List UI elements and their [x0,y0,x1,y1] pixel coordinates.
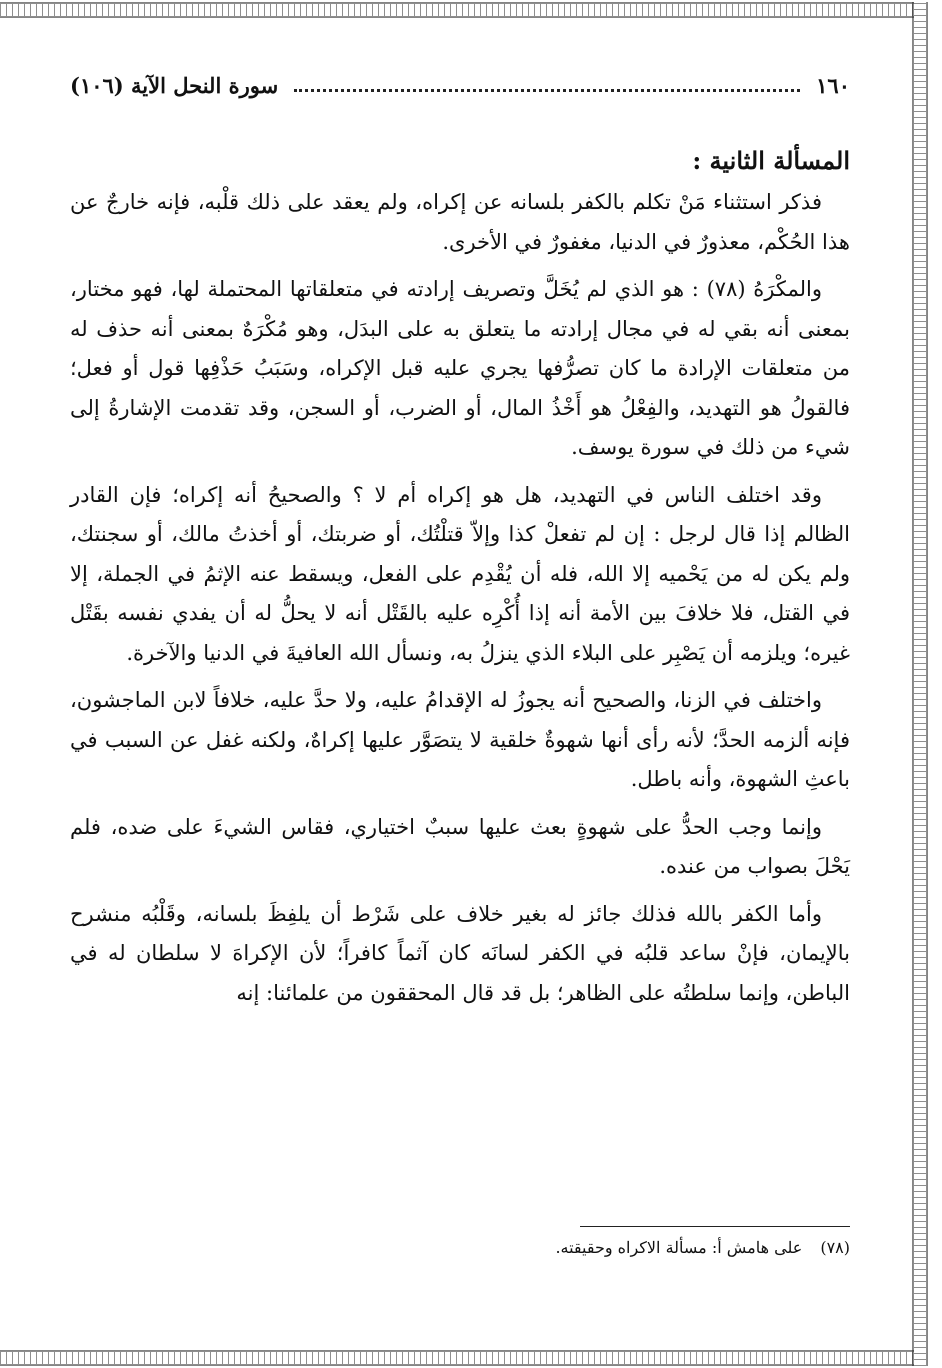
page-number: ١٦٠ [816,72,850,98]
footnote [70,1238,850,1257]
header-title: سورة النحل الآية (١٠٦) [70,72,279,98]
footnote-text: على هامش أ: مسألة الاكراه وحقيقته. [555,1238,803,1257]
section-title: المسألة الثانية : [692,146,850,175]
decorative-border-bottom [0,1350,914,1366]
decorative-border-top [0,2,914,18]
decorative-border-right [912,2,928,1366]
paragraph: وإنما وجب الحدُّ على شهوةٍ بعث عليها سببٌ اختياري، فقاس الشيءَ على ضده، فلم يَحْلَ بصواب من عنده. [70,814,850,878]
footnote-number: (٧٨) [820,1238,850,1257]
paragraph: واختلف في الزنا، والصحيح أنه يجوزُ له الإقدامُ عليه، ولا حدَّ عليه، خلافاً لابن الماجشون، فإنه ألزمه الحدَّ؛ لأنه رأى أنها شهوةٌ خلقية لا يتصَوَّر عليها إكراهٌ، ولكنه غفل عن السبب في باعثِ الشهوة، وأنه باطل. [70,688,850,791]
header-dot-leader [294,79,800,92]
running-header [70,60,850,110]
paragraph: وأما الكفر بالله فذلك جائز له بغير خلاف على شَرْط أن يلفِظَ بلسانه، وقَلْبُه منشرح بالإيمان، فإنْ ساعد قلبُه في الكفر لسانَه كان آثماً كافراً؛ لأن الإكراهَ لا سلطان له في الباطن، وإنما سلطتُه على الظاهر؛ بل قد قال المحققون من علمائنا: إنه [70,901,850,1005]
document-page [70,60,850,1320]
paragraph: فذكر استثناء مَنْ تكلم بالكفر بلسانه عن إكراه، ولم يعقد على ذلك قلْبه، فإنه خارجٌ عن هذا الحُكْم، معذورٌ في الدنيا، مغفورٌ في الأخرى. [70,190,850,254]
paragraph: وقد اختلف الناس في التهديد، هل هو إكراه أم لا ؟ والصحيحُ أنه إكراه؛ فإن القادر الظالم إذا قال لرجل : إن لم تفعلْ كذا وإلاّ قتلْتُك، أو ضربتك، أو أخذتُ مالك، أو سجنتك، ولم يكن له من يَحْميه إلا الله، فله أن يُقْدِم على الفعل، ويسقط عنه الإثمُ في الجملة، إلا في القتل، فلا خلافَ بين الأمة أنه إذا أُكْرِه عليه بالقَتْل أنه لا يحلُّ له أن يفدي نفسه بقَتْل غيره؛ ويلزمه أن يَصْبِر على البلاء الذي ينزلُ به، ونسأل الله العافيةَ في الدنيا والآخرة. [70,482,850,665]
footnote-separator [580,1226,850,1227]
paragraph: والمكْرَهُ (٧٨) : هو الذي لم يُخَلَّ وتصريف إرادته في متعلقاتها المحتملة لها، فهو مختار، بمعنى أنه بقي له في مجال إرادته ما يتعلق به على البدَل، وهو مُكْرَهٌ بمعنى أنه حذف له من متعلقات الإرادة ما كان تصرُّفها يجري عليه قبل الإكراه، وسَبَبُ حَذْفِها قول أو فعل؛ فالقولُ هو التهديد، والفِعْلُ هو أَخْذُ المال، أو الضرب، أو السجن، وقد تقدمت الإشارةُ إلى شيء من ذلك في سورة يوسف. [70,277,850,459]
